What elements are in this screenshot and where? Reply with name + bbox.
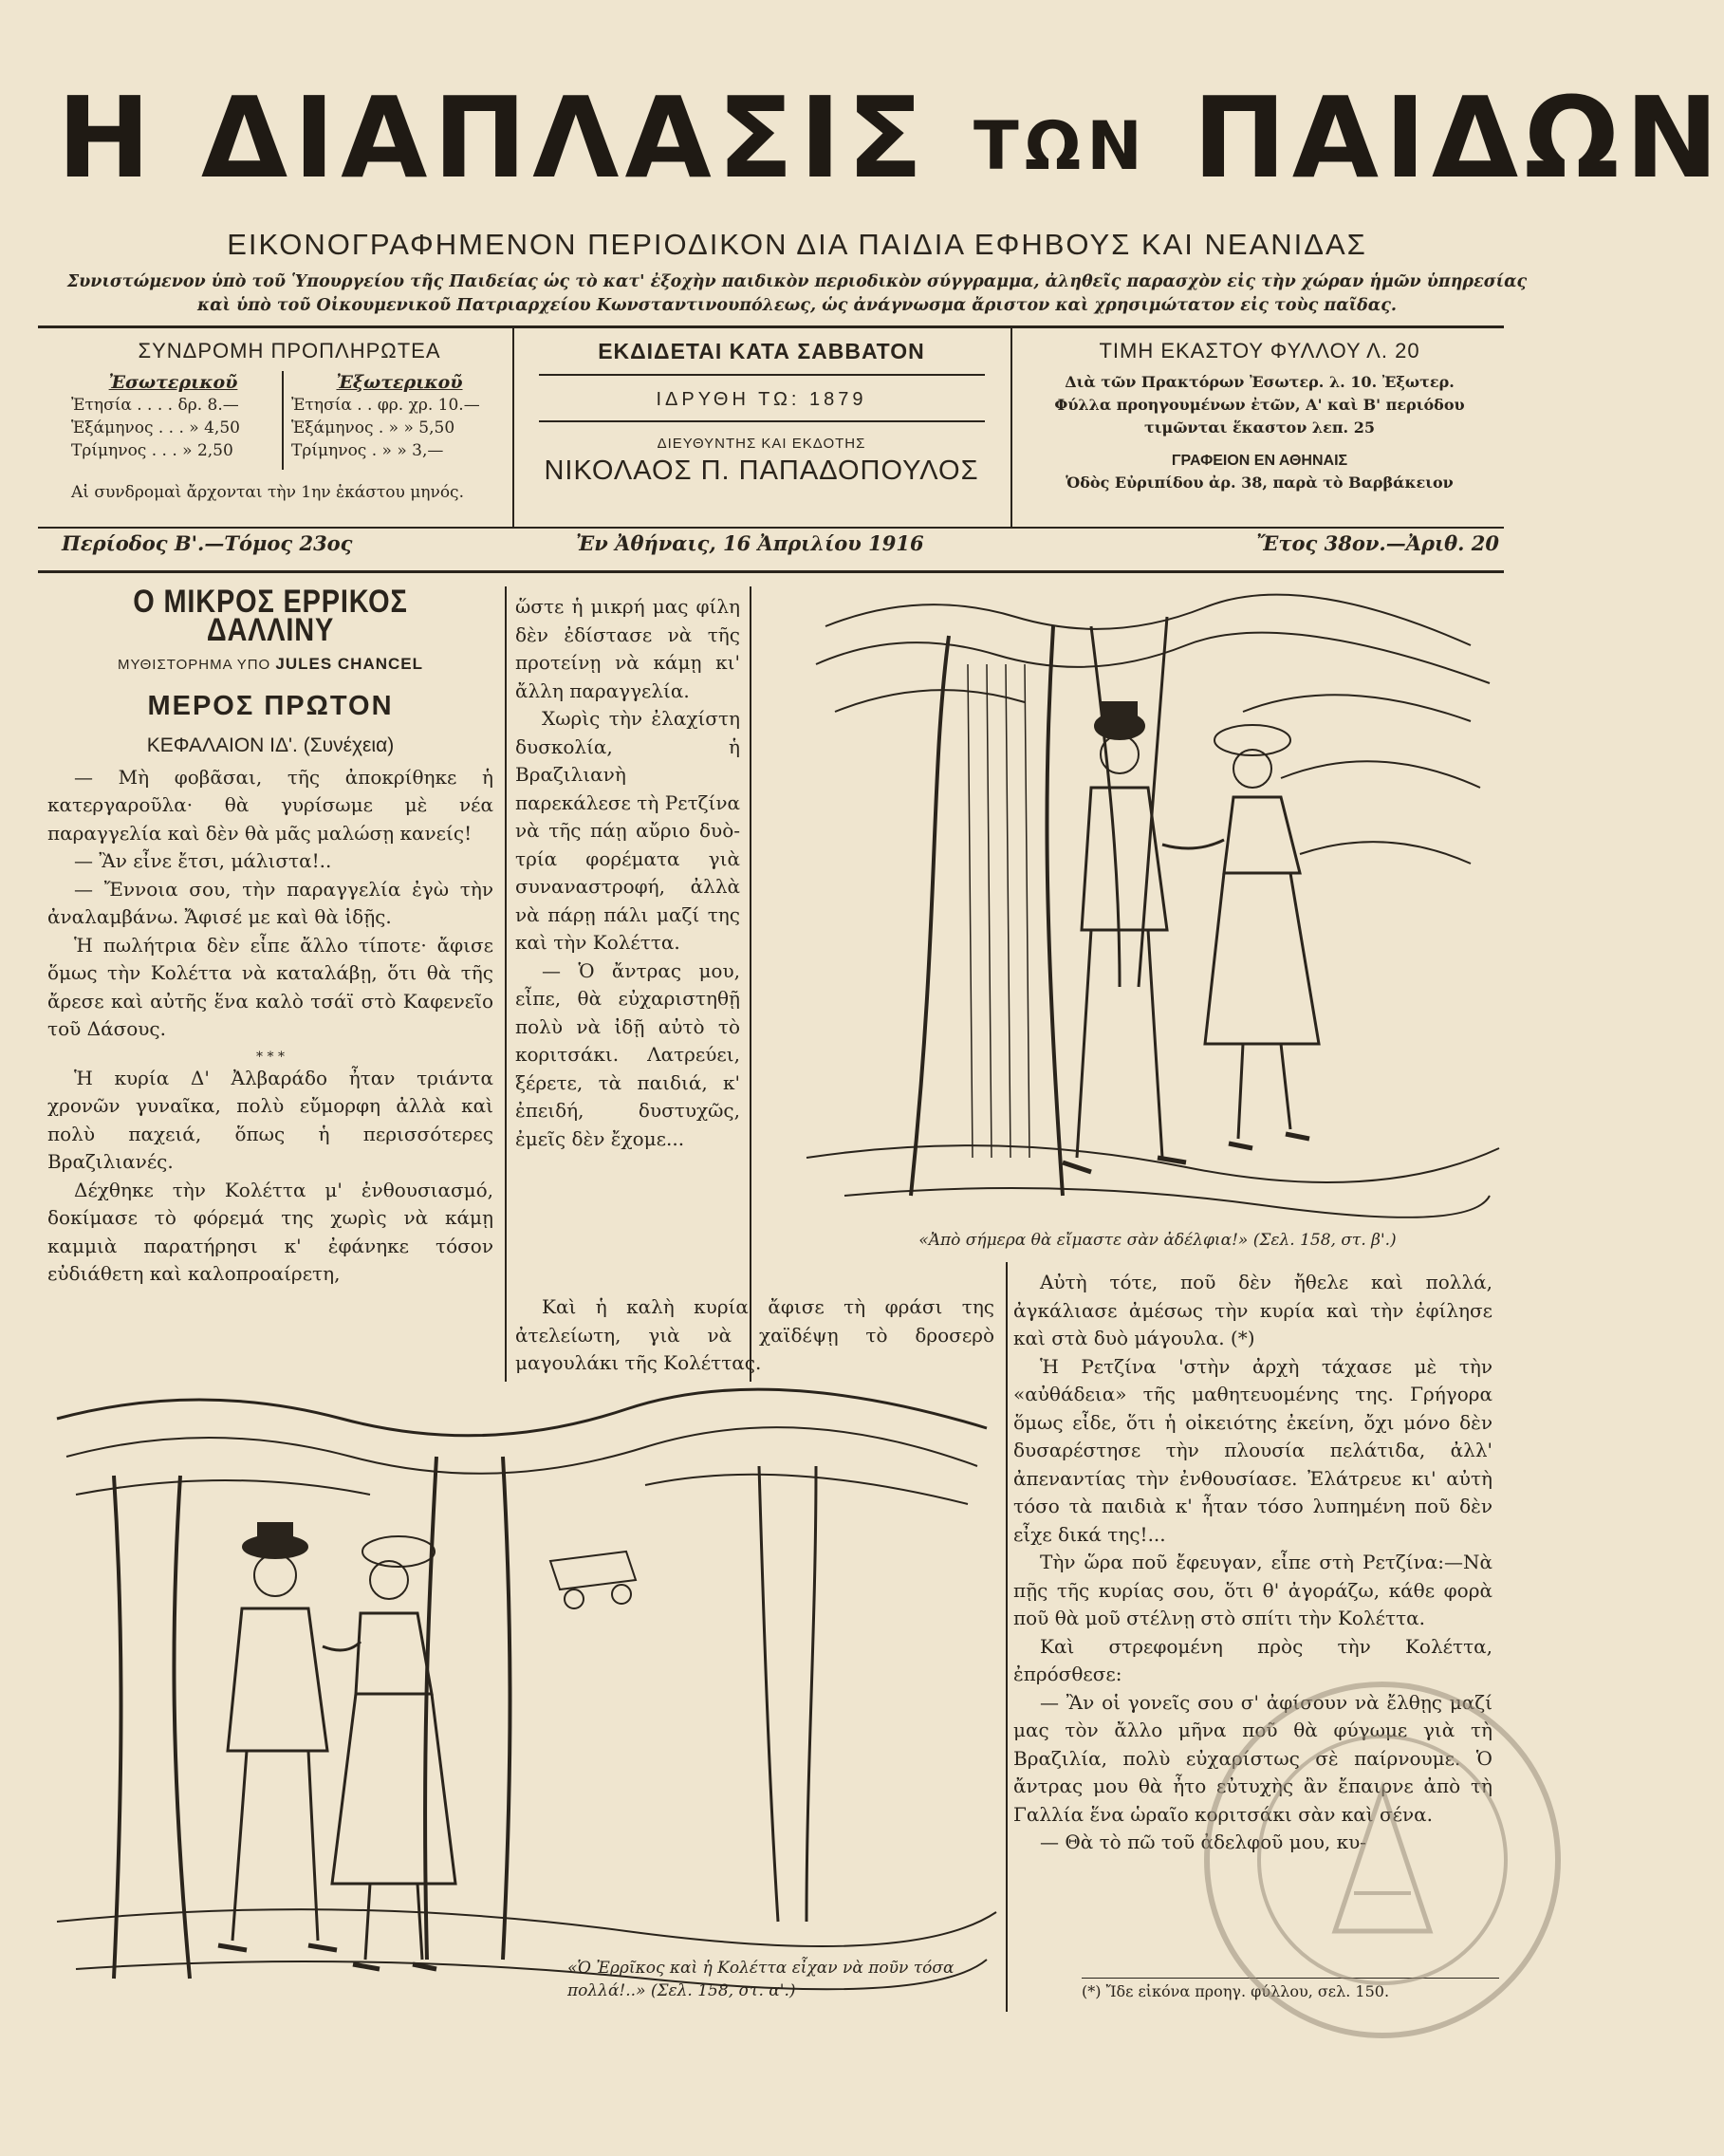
paragraph: Ἡ Ρετζίνα 'στὴν ἀρχὴ τάχασε μὲ τὴν «αὐθάδεια» τῆς μαθητευομένης της. Γρήγορα ὅμως εἶδε, ὅτι ἡ οἰκειότης ἐκείνη, ὄχι μόνο δὲν δυσαρέστησε τὴν πλουσία πελάτιδα, ἀλλ' ἀπεναντίας τὴν ἐνθουσίασε. Ἐλάτρευε κι' αὐτὴ τόσο τὰ παιδιὰ κ' ἦταν τόσο λυπημένη ποῦ δὲν εἶχε δικά της!... xyxy=(1013,1354,1492,1546)
story-column-2 xyxy=(515,593,740,1153)
info-divider-1 xyxy=(512,327,514,527)
info-bottom-rule xyxy=(38,527,1504,529)
office-heading: ΓΡΑΦΕΙΟΝ ΕΝ ΑΘΗΝΑΙΣ xyxy=(1171,453,1348,469)
section-stars: * * * xyxy=(256,1049,285,1065)
period-volume: Περίοδος Β'.—Τόμος 23ος xyxy=(62,531,353,555)
foreign-rate: Ἐτησία . . φρ. χρ. 10.— xyxy=(291,396,480,415)
paragraph: Ἡ πωλήτρια δὲν εἶπε ἄλλο τίποτε· ἄφισε ὅμως τὴν Κολέττα νὰ καταλάβῃ, ὅτι θὰ τῆς ἄρεσε καὶ αὐτῆς ἕνα καλὸ τσάϊ στὸ Καφενεῖο τοῦ Δάσους. xyxy=(47,933,493,1040)
domestic-rate: Ἐτησία . . . . δρ. 8.— xyxy=(71,396,239,415)
price-details xyxy=(1020,371,1499,439)
paragraph: — Θὰ τὸ πῶ τοῦ ἀδελφοῦ μου, κυ- xyxy=(1040,1831,1366,1853)
story-column-1 xyxy=(47,584,493,1289)
dateline-rule xyxy=(38,570,1504,573)
endorsement-line-2: καὶ ὑπὸ τοῦ Οἰκουμενικοῦ Πατριαρχείου Κωνσταντινουπόλεως, ὡς ἀνάγνωσμα ἄριστον καὶ χρησιμώτατον εἰς τοὺς παῖδας. xyxy=(196,296,1398,315)
foreign-title: Ἐξωτερικοῦ xyxy=(336,372,463,393)
paragraph: — Ὁ ἄντρας μου, εἶπε, θὰ εὐχαριστηθῇ πολὺ νὰ ἰδῇ αὐτὸ τὸ κοριτσάκι. Λατρεύει, ξέρετε, τὰ παιδιά, κ' ἐπειδή, δυστυχῶς, ἐμεῖς δὲν ἔχομε... xyxy=(515,958,740,1150)
paragraph: Χωρὶς τὴν ἐλαχίστη δυσκολία, ἡ Βραζιλιανὴ παρεκάλεσε τὴ Ρετζίνα νὰ τῆς πάῃ αὔριο δυὸ-τρία φορέματα γιὰ συναναστροφή, ἀλλὰ νὰ πάρῃ πάλι μαζί της καὶ τὴν Κολέττα. xyxy=(515,707,740,954)
paragraph: — Ἂν εἶνε ἔτσι, μάλιστα!.. xyxy=(74,849,332,872)
paragraph: — Ἔννοια σου, τὴν παραγγελία ἐγὼ τὴν ἀναλαμβάνω. Ἄφισέ με καὶ θὰ ἰδῇς. xyxy=(47,877,493,928)
library-stamp xyxy=(1197,1675,1567,2045)
masthead-title xyxy=(57,66,1724,217)
title-part-2: ΤΩΝ xyxy=(973,106,1148,185)
paragraph: — Ἂν οἱ γονεῖς σου σ' ἀφίσουν νὰ ἔλθῃς μαζί μας τὸν ἄλλο μῆνα ποῦ θὰ φύγωμε γιὰ τὴ Βραζιλία, πολὺ εὐχαρίστως σὲ παίρνουμε. Ὁ ἄντρας μου θὰ ἦτο εὐτυχὴς ἂν ἔπαιρνε ἀπὸ τὴ Γαλλία ἕνα ὡραῖο κοριτσάκι σὰν καὶ σένα. xyxy=(1013,1690,1492,1826)
illustration-2-caption: «Ὁ Ἐρρῖκος καὶ ἡ Κολέττα εἶχαν νὰ ποῦν τόσα πολλά!..» (Σελ. 158, στ. α'.) xyxy=(567,1959,955,2000)
subscription-box xyxy=(71,327,508,527)
chapter-heading: ΚΕΦΑΛΑΙΟΝ ΙΔ'. (Συνέχεια) xyxy=(146,734,395,756)
paragraph: Αὐτὴ τότε, ποῦ δὲν ἤθελε καὶ πολλά, ἀγκάλιασε ἀμέσως τὴν κυρία καὶ τὴν ἐφίλησε καὶ στὰ δυὸ μάγουλα. (*) xyxy=(1013,1271,1492,1349)
published-weekly: ΕΚΔΙΔΕΤΑΙ ΚΑΤΑ ΣΑΒΒΑΤΟΝ xyxy=(598,339,925,363)
dateline xyxy=(62,530,1499,564)
foreign-rate: Ἑξάμηνος . » » 5,50 xyxy=(291,418,455,437)
title-part-3: ΠΑΙΔΩΝ xyxy=(1192,72,1724,203)
footnote: (*) Ἴδε εἰκόνα προηγ. φύλλου, σελ. 150. xyxy=(1082,1978,1499,2000)
info-box xyxy=(62,327,1499,527)
part-heading: ΜΕΡΟΣ ΠΡΩΤΟΝ xyxy=(147,690,394,721)
masthead xyxy=(57,66,1724,209)
price-line: Φύλλα προηγουμένων ἐτῶν, Α' καὶ Β' περιόδου xyxy=(1054,396,1465,414)
paragraph: Καὶ στρεφομένη πρὸς τὴν Κολέττα, ἐπρόσθεσε: xyxy=(1013,1634,1492,1685)
domestic-rate: Τρίμηνος . . . » 2,50 xyxy=(71,441,233,460)
price-line: τιμῶνται ἕκαστον λεπ. 25 xyxy=(1144,418,1375,437)
foreign-rate: Τρίμηνος . » » 3,— xyxy=(291,441,444,460)
masthead-subtitle: ΕΙΚΟΝΟΓΡΑΦΗΜΕΝΟΝ ΠΕΡΙΟΔΙΚΟΝ ΔΙΑ ΠΑΙΔΙΑ ΕΦΗΒΟΥΣ ΚΑΙ ΝΕΑΝΙΔΑΣ xyxy=(227,228,1367,261)
column-rule xyxy=(750,586,751,1382)
subscription-rates xyxy=(71,371,508,485)
illustration-children-in-woods xyxy=(806,588,1499,1234)
year-number: Ἔτος 38ον.—Ἀριθ. 20 xyxy=(1256,531,1499,555)
domestic-rate: Ἑξάμηνος . . . » 4,50 xyxy=(71,418,240,437)
domestic-rates xyxy=(71,371,275,462)
title-part-1: Η ΔΙΑΠΛΑΣΙΣ xyxy=(57,72,929,203)
column-rule xyxy=(505,586,507,1382)
story-column-2-end xyxy=(515,1293,994,1378)
novel-by: ΜΥΘΙΣΤΟΡΗΜΑ ΥΠΟ xyxy=(117,657,271,673)
story-byline xyxy=(47,650,493,679)
publication-box xyxy=(522,327,1001,527)
center-rule xyxy=(539,374,985,376)
paragraph: Καὶ ἡ καλὴ κυρία ἄφισε τὴ φράσι της ἀτελείωτη, γιὰ νὰ χαϊδέψῃ τὸ δροσερὸ μαγουλάκι τῆς Κολέττας. xyxy=(515,1295,994,1374)
director-label: ΔΙΕΥΘΥΝΤΗΣ ΚΑΙ ΕΚΔΟΤΗΣ xyxy=(657,436,866,452)
subscription-heading: ΣΥΝΔΡΟΜΗ ΠΡΟΠΛΗΡΩΤΕΑ xyxy=(138,339,441,362)
paragraph: Τὴν ὥρα ποῦ ἔφευγαν, εἶπε στὴ Ρετζίνα:—Νὰ πῇς τῆς κυρίας σου, ὅτι θ' ἀγοράζω, κάθε φορὰ ποῦ θὰ μοῦ στέλνῃ στὸ σπίτι τὴν Κολέττα. xyxy=(1013,1551,1492,1629)
paragraph: Δέχθηκε τὴν Κολέττα μ' ἐνθουσιασμό, δοκίμασε τὸ φόρεμά της χωρὶς νὰ κάμῃ καμμιὰ παρατήρησι κ' ἐφάνηκε τόσον εὐδιάθετη καὶ καλοπροαίρετη, xyxy=(47,1178,493,1285)
info-divider-2 xyxy=(1010,327,1012,527)
price-line: Διὰ τῶν Πρακτόρων Ἐσωτερ. λ. 10. Ἐξωτερ. xyxy=(1065,373,1455,391)
center-rule-2 xyxy=(539,420,985,422)
endorsement-line-1: Συνιστώμενον ὑπὸ τοῦ Ὑπουργείου τῆς Παιδείας ὡς τὸ κατ' ἐξοχὴν παιδικὸν περιοδικὸν σύγγραμμα, ἀληθεῖς παρασχὸν εἰς τὴν χώραν ἡμῶν ὑπηρεσίας xyxy=(66,272,1528,291)
illustration-1-caption: «Ἀπὸ σήμερα θὰ εἴμαστε σὰν ἀδέλφια!» (Σελ. 158, στ. β'.) xyxy=(918,1231,1397,1250)
rates-divider xyxy=(282,371,284,470)
founded-year: ΙΔΡΥΘΗ ΤΩ: 1879 xyxy=(656,389,867,410)
paragraph: ὥστε ἡ μικρή μας φίλη δὲν ἐδίστασε νὰ τῆς προτείνῃ νὰ κάμῃ κι' ἄλλη παραγγελία. xyxy=(515,595,740,702)
illustration-boy-girl-park xyxy=(57,1390,996,1998)
paragraph: — Μὴ φοβᾶσαι, τῆς ἀποκρίθηκε ἡ κατεργαροῦλα· θὰ γυρίσωμε μὲ νέα παραγγελία καὶ δὲν θὰ μᾶς μαλώσῃ κανείς! xyxy=(47,765,493,845)
price-heading: ΤΙΜΗ ΕΚΑΣΤΟΥ ΦΥΛΛΟΥ Λ. 20 xyxy=(1099,339,1420,362)
domestic-title: Ἐσωτερικοῦ xyxy=(108,372,238,393)
foreign-rates xyxy=(291,371,508,462)
price-box xyxy=(1020,327,1499,527)
story-title: Ο ΜΙΚΡΟΣ ΕΡΡΙΚΟΣ ΔΑΛΛΙΝΥ xyxy=(133,584,408,648)
paragraph: Ἡ κυρία Δ' Ἀλβαράδο ἦταν τριάντα χρονῶν γυναῖκα, πολὺ εὔμορφη ἀλλὰ καὶ πολὺ παχειά, ὅπως ἡ περισσότερες Βραζιλιανές. xyxy=(47,1066,493,1173)
director-name: ΝΙΚΟΛΑΟΣ Π. ΠΑΠΑΔΟΠΟΥΛΟΣ xyxy=(544,455,979,486)
subscription-note: Αἱ συνδρομαὶ ἄρχονται τὴν 1ην ἑκάστου μηνός. xyxy=(71,483,464,502)
office-address: Ὁδὸς Εὐριπίδου ἀρ. 38, παρὰ τὸ Βαρβάκειον xyxy=(1066,474,1454,492)
endorsement xyxy=(66,270,1528,318)
author-name: JULES CHANCEL xyxy=(275,655,424,673)
column-rule xyxy=(1006,1262,1008,2012)
issue-date: Ἐν Ἀθήναις, 16 Ἀπριλίου 1916 xyxy=(576,531,924,555)
